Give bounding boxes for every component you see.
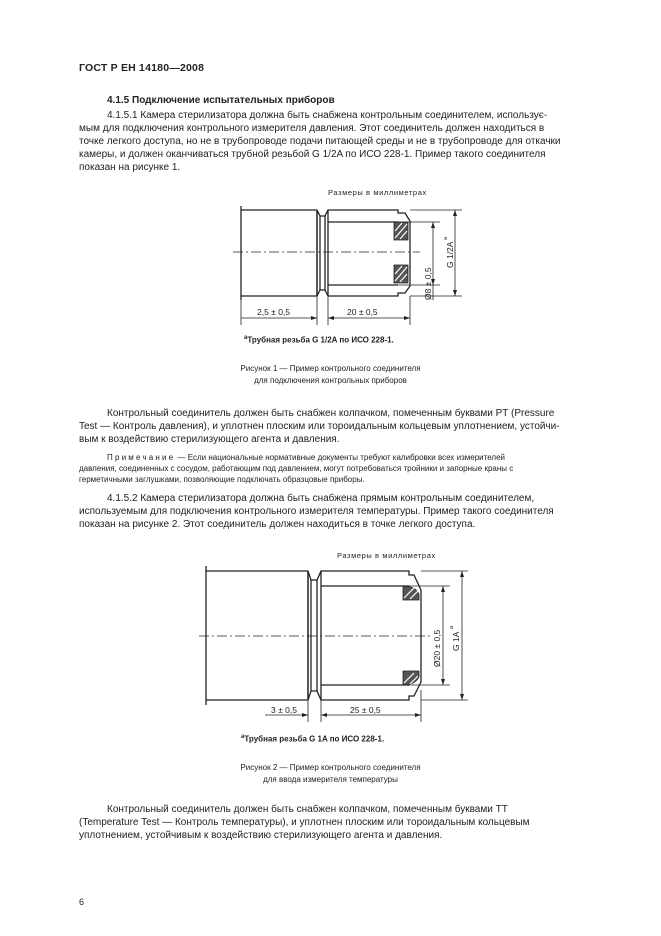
figure2-units-caption: Размеры в миллиметрах	[337, 551, 436, 560]
text-line: показан на рисунке 1.	[79, 162, 181, 173]
page-number: 6	[79, 897, 85, 907]
footnote-marker: a	[244, 335, 248, 341]
fig1-dim-diam: Ø8 ± 0,5	[423, 267, 433, 300]
caption-line: Рисунок 2 — Пример контрольного соединителя	[240, 763, 421, 772]
text-line: уплотнением, устойчивым к воздействию стерилизующего агента и давления.	[79, 830, 443, 841]
text-line: Контрольный соединитель должен быть снабжен колпачком, помеченным буквами TT	[107, 804, 508, 815]
text-line: вым к воздействию стерилизующего агента и давления.	[79, 434, 340, 445]
fig2-dim-left: 3 ± 0,5	[271, 705, 297, 715]
caption-line: для подключения контрольных приборов	[254, 376, 407, 385]
text-line: (Temperature Test — Контроль температуры), и уплотнен плоским или тороидальным кольцевым	[79, 817, 530, 828]
document-header: ГОСТ Р ЕН 14180—2008	[79, 62, 205, 74]
text-line: Контрольный соединитель должен быть снабжен колпачком, помеченным буквами PT (Pressure	[107, 408, 555, 419]
fig2-dim-diam: Ø20 ± 0,5	[432, 629, 442, 667]
text-line: Примечание — Если национальные нормативные документы требуют калибровки всех измерителей	[107, 453, 505, 462]
caption-line: для ввода измерителя температуры	[263, 775, 398, 784]
figure2-caption	[0, 762, 661, 786]
paragraph-tt-cap	[79, 803, 582, 842]
fig2-dim-thread: G 1A	[451, 631, 461, 651]
text-line: камеры, и должен оканчиваться трубной резьбой G 1/2A по ИСО 228-1. Пример такого соединителя	[79, 149, 546, 160]
note-label: Примечание	[107, 453, 176, 462]
text-line: 4.1.5.1 Камера стерилизатора должна быть снабжена контрольным соединителем, использує-	[107, 110, 548, 121]
fig1-dim-left: 2,5 ± 0,5	[257, 307, 291, 317]
text-line: используемым для подключения контрольного измерителя температуры. Пример такого соединителя	[79, 506, 554, 517]
section-title: 4.1.5 Подключение испытательных приборов	[107, 95, 335, 106]
footnote-marker: a	[241, 734, 245, 740]
fig1-thread-marker: a	[443, 236, 449, 240]
fig1-dim-thread: G 1/2A	[445, 241, 455, 268]
fig2-dim-mid: 25 ± 0,5	[350, 705, 381, 715]
text-line: точке легкого доступа, но не в трубопроводе подачи питающей среды и не в трубопроводе для откачки	[79, 136, 561, 147]
figure1-units-caption: Размеры в миллиметрах	[328, 188, 427, 197]
text-line: 4.1.5.2 Камера стерилизатора должна быть снабжена прямым контрольным соединителем,	[107, 493, 535, 504]
text-line: Test — Контроль давления), и уплотнен плоским или тороидальным кольцевым уплотнением, устойчи-	[79, 421, 560, 432]
text-line: герметичными заглушками, позволяющие подключать образцовые приборы.	[79, 475, 365, 484]
figure2-footnote: $^a$Трубная резьба G 1A по ИСО 228-1.	[241, 734, 385, 744]
figure1-footnote: $^a$Трубная резьба G 1/2A по ИСО 228-1.	[244, 335, 394, 345]
caption-line: Рисунок 1 — Пример контрольного соединителя	[240, 364, 421, 373]
text-line: показан на рисунке 2. Этот соединитель должен находиться в точке легкого доступа.	[79, 519, 476, 530]
fig2-thread-marker: a	[449, 625, 455, 629]
text-line: мым для подключения контрольного измерителя давления. Этот соединитель должен находиться в	[79, 123, 545, 134]
fig1-dim-mid: 20 ± 0,5	[347, 307, 378, 317]
text-line: давления, соединенных с сосудом, работающим под давлением, могут потребоваться тройники и запорные краны с	[79, 464, 514, 473]
